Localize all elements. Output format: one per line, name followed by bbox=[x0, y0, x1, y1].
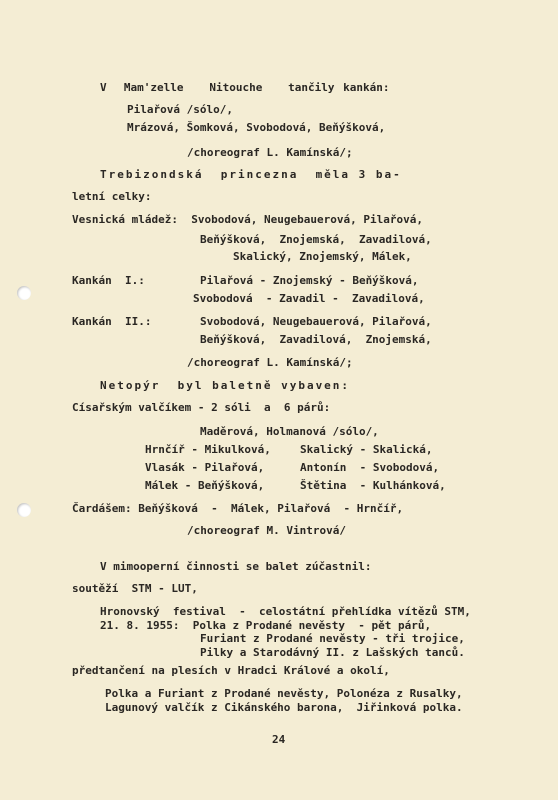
text-line: Lagunový valčík z Cikánského barona, Jiřinková polka. bbox=[105, 701, 463, 714]
text-line: Hrnčíř - Mikulková, bbox=[145, 443, 271, 456]
text-line: /choreograf L. Kamínská/; bbox=[187, 146, 353, 159]
text-line: Vesnická mládež: Svobodová, Neugebauerová, Pilařová, bbox=[72, 213, 423, 226]
text-line: předtančení na plesích v Hradci Králové a okolí, bbox=[72, 664, 390, 677]
text-line: Antonín - Svobodová, bbox=[300, 461, 440, 474]
text-line: Polka a Furiant z Prodané nevěsty, Polonéza z Rusalky, bbox=[105, 687, 463, 700]
text-line: V mimooperní činnosti se balet zúčastnil: bbox=[100, 560, 372, 573]
text-line: V Mam'zelle Nitouche tančily kankán: bbox=[100, 81, 390, 94]
text-line: Hronovský festival - celostátní přehlídka vítězů STM, bbox=[100, 605, 471, 618]
text-line: soutěží STM - LUT, bbox=[72, 582, 198, 595]
text-line: /choreograf M. Vintrová/ bbox=[187, 524, 346, 537]
text-line: Kankán I.: bbox=[72, 274, 145, 287]
text-line: Svobodová - Zavadil - Zavadilová, bbox=[193, 292, 425, 305]
text-line: 21. 8. 1955: Polka z Prodané nevěsty - pět párů, bbox=[100, 619, 432, 632]
page-number: 24 bbox=[272, 733, 286, 746]
text-line: Vlasák - Pilařová, bbox=[145, 461, 265, 474]
text-line: Pilařová - Znojemský - Beňýšková, bbox=[200, 274, 419, 287]
text-line: Trebizondská princezna měla 3 ba- bbox=[100, 168, 402, 181]
text-line: Maděrová, Holmanová /sólo/, bbox=[200, 425, 379, 438]
text-line: Mrázová, Šomková, Svobodová, Beňýšková, bbox=[127, 121, 386, 134]
text-line: Málek - Beňýšková, bbox=[145, 479, 265, 492]
text-line: Kankán II.: bbox=[72, 315, 152, 328]
text-line: /choreograf L. Kamínská/; bbox=[187, 356, 353, 369]
text-line: Pilky a Starodávný II. z Lašských tanců. bbox=[200, 646, 465, 659]
text-line: Císařským valčíkem - 2 sóli a 6 párů: bbox=[72, 401, 331, 414]
text-line: Beňýšková, Znojemská, Zavadilová, bbox=[200, 233, 432, 246]
text-line: Furiant z Prodané nevěsty - tři trojice, bbox=[200, 632, 465, 645]
text-line: Skalický, Znojemský, Málek, bbox=[233, 250, 412, 263]
text-line: Beňýšková, Zavadilová, Znojemská, bbox=[200, 333, 432, 346]
text-line: letní celky: bbox=[72, 190, 152, 203]
punch-hole bbox=[17, 286, 31, 300]
text-line: Svobodová, Neugebauerová, Pilařová, bbox=[200, 315, 432, 328]
text-line: Štětina - Kulhánková, bbox=[300, 479, 446, 492]
text-line: Skalický - Skalická, bbox=[300, 443, 433, 456]
text-line: Čardášem: Beňýšková - Málek, Pilařová - Hrnčíř, bbox=[72, 502, 404, 515]
text-line: Netopýr byl baletně vybaven: bbox=[100, 379, 351, 392]
text-line: Pilařová /sólo/, bbox=[127, 103, 233, 116]
punch-hole bbox=[17, 503, 31, 517]
